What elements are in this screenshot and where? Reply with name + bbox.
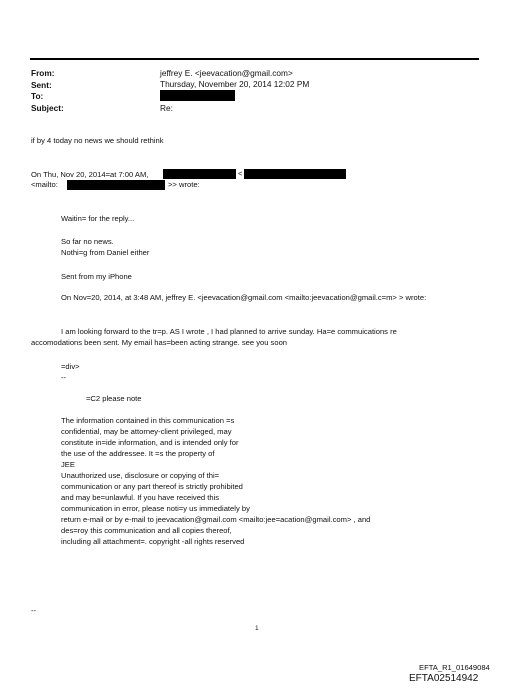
sent-from-line: Sent from my iPhone [61,272,132,281]
disclaimer-line: including all attachment=. copyright -all rights reserved [61,537,245,546]
disclaimer-line: Unauthorized use, disclosure or copying of thi= [61,471,220,480]
subject-value: Re: [160,103,173,113]
div-tag-line: =div> [61,362,80,371]
to-label: To: [31,91,44,101]
sender-email-redaction [244,169,346,179]
subject-label: Subject: [31,103,64,113]
disclaimer-line: return e-mail or by e-mail to jeevacation@gmail.com <mailto:jee=acation@gmail.com> , and [61,515,371,524]
page-number: 1 [255,625,259,632]
footer-id-2: EFTA02514942 [409,673,479,684]
quote-header-wrote: >> wrote: [168,180,200,189]
quote-header-line-2: <mailto: [31,180,58,189]
disclaimer-line: The information contained in this communication =s [61,416,235,425]
from-value: jeffrey E. <jeevacation@gmail.com> [160,68,293,78]
looking-forward-line-2: accomodations been sent. My email has=been acting strange. see you soon [31,338,288,347]
disclaimer-line: confidential, may be attorney-client privileged, may [61,427,232,436]
disclaimer-line: communication or any part thereof is strictly prohibited [61,482,243,491]
disclaimer-line: and may be=unlawful. If you have received this [61,493,220,502]
to-redaction [160,90,235,101]
dash-separator-2: -- [31,606,37,615]
disclaimer-line: des=roy this communication and all copies thereof, [61,526,232,535]
disclaimer-line: JEE [61,460,75,469]
disclaimer-line: communication in error, please noti=y us immediately by [61,504,250,513]
disclaimer-line: constitute in=ide information, and is intended only for [61,438,239,447]
sender-name-redaction [163,169,236,179]
quote-header-bracket: < [238,169,243,178]
header-rule [30,58,479,60]
nothing-line: Nothi=g from Daniel either [61,248,150,257]
reply-line: if by 4 today no news we should rethink [31,136,164,145]
so-far-line: So far no news. [61,237,114,246]
mailto-redaction [67,180,165,190]
sent-value: Thursday, November 20, 2014 12:02 PM [160,79,310,89]
dash-separator-1: -- [61,373,67,382]
disclaimer-line: the use of the addressee. It =s the property of [61,449,215,458]
looking-forward-line-1: I am looking forward to the tr=p. AS I wrote , I had planned to arrive sunday. Ha=e commuications re [61,327,397,336]
from-label: From: [31,68,55,78]
sent-label: Sent: [31,80,52,90]
waiting-line: Waitin= for the reply... [61,214,135,223]
please-note-line: =C2 please note [86,394,142,403]
on-nov20-line: On Nov=20, 2014, at 3:48 AM, jeffrey E. <jeevacation@gmail.com <mailto:jeevacation@gmail.c=m> > wrote: [61,293,427,302]
footer-id-1: EFTA_R1_01649084 [419,663,490,672]
quote-header-line-1: On Thu, Nov 20, 2014=at 7:00 AM, [31,170,149,179]
